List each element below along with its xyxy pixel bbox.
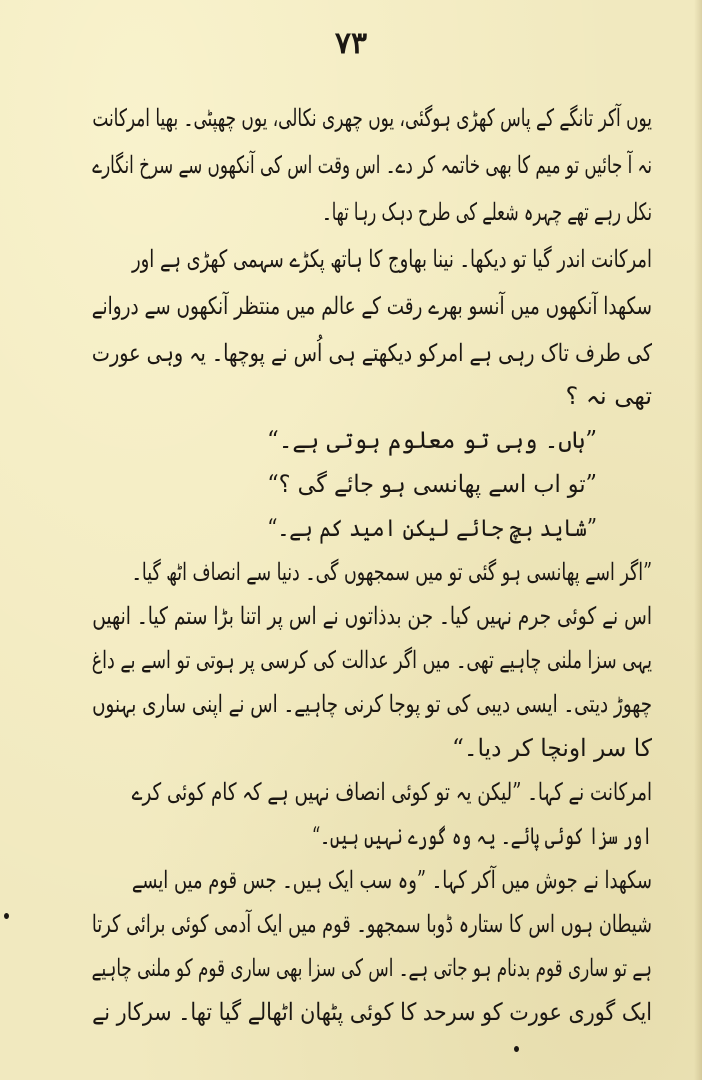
dialogue-line: ”شاید بچ جائے لیکن امید کم ہے۔“: [267, 514, 597, 542]
text-line: ہے تو ساری قوم بدنام ہو جاتی ہے۔ اس کی سزا بھی ساری قوم کو ملنی چاہیے: [91, 954, 653, 982]
text-line: سکھدا نے جوش میں آکر کہا۔ ”وہ سب ایک ہیں۔ جس قوم میں ایسے: [131, 866, 653, 894]
text-line: یوں آکر تانگے کے پاس کھڑی ہوگئی، یوں چھری نکالی، یوں چھپٹی۔ بھیا امرکانت: [92, 104, 653, 132]
text-line: کا سر اونچا کر دیا۔“: [451, 734, 652, 762]
text-line: شیطان ہوں اس کا ستارہ ڈوبا سمجھو۔ قوم میں ایک آدمی کوئی برائی کرتا: [91, 910, 653, 938]
text-line: ”اگر اسے پھانسی ہو گئی تو میں سمجھوں گی۔ دنیا سے انصاف اٹھ گیا۔: [131, 558, 652, 586]
text-line: کی طرف تاک رہی ہے امرکو دیکھتے ہی اُس نے پوچھا۔ یہ وہی عورت: [91, 339, 652, 367]
text-line: ایک گوری عورت کو سرحد کا کوئی پٹھان اٹھالے گیا تھا۔ سرکار نے: [92, 998, 652, 1026]
text-line: یہی سزا ملنی چاہیے تھی۔ میں اگر عدالت کی کرسی پر ہوتی تو اسے بے داغ: [91, 646, 653, 674]
page-number: ۷۳: [334, 26, 368, 61]
ink-speck: [4, 913, 9, 919]
dialogue-line: ”ہاں۔ وہی تو معلوم ہوتی ہے۔“: [267, 426, 597, 454]
text-line: امرکانت نے کہا۔ ”لیکن یہ تو کوئی انصاف نہیں ہے کہ کام کوئی کرے: [131, 778, 653, 806]
text-line: نہ آ جائیں تو میم کا بھی خاتمہ کر دے۔ اس وقت اس کی آنکھوں سے سرخ انگارے: [92, 151, 653, 179]
text-line: سکھدا آنکھوں میں آنسو بھرے رقت کے عالم میں منتظر آنکھوں سے دروانے: [91, 292, 653, 320]
text-line: نکل رہے تھے چہرہ شعلے کی طرح دہک رہا تھا۔: [322, 198, 652, 226]
text-line: تھی نہ ؟: [565, 382, 652, 410]
text-line: چھوڑ دیتی۔ ایسی دیبی کی تو پوجا کرنی چاہیے۔ اس نے اپنی ساری بہنوں: [92, 690, 653, 718]
ink-speck: [514, 1046, 519, 1052]
text-line: امرکانت اندر گیا تو دیکھا۔ نینا بھاوج کا ہاتھ پکڑے سہمی کھڑی ہے اور: [132, 245, 652, 273]
dialogue-line: ”تو اب اسے پھانسی ہو جائے گی ؟“: [267, 470, 597, 498]
text-line: اس نے کوئی جرم نہیں کیا۔ جن بدذاتوں نے اس پر اتنا بڑا ستم کیا۔ انھیں: [92, 602, 653, 630]
text-line: اور سزا کوئی پائے۔ یہ وہ گورے نہیں ہیں۔“: [311, 822, 652, 850]
scan-shadow: [694, 0, 702, 1080]
